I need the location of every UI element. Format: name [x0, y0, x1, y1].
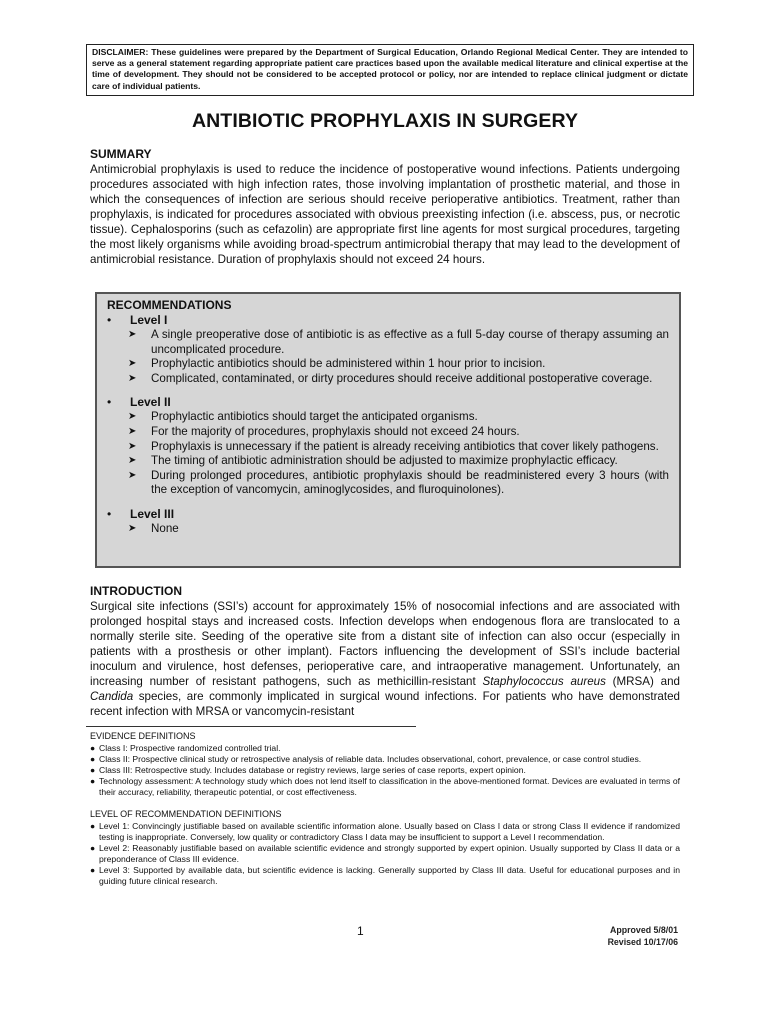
bullet-icon: ● [90, 754, 96, 764]
bullet-icon: ● [90, 776, 96, 786]
recommendation-item: ➤ A single preoperative dose of antibiotic is as effective as a full 5-day course of therapy assuming an uncomplicated procedure. [128, 328, 669, 356]
arrow-icon: ➤ [128, 455, 137, 467]
evidence-definitions-list [90, 743, 680, 798]
page-number: 1 [357, 924, 364, 938]
arrow-icon: ➤ [128, 372, 137, 384]
arrow-icon: ➤ [128, 329, 137, 340]
definition-item: ● Class II: Prospective clinical study or retrospective analysis of reliable data. Includes observational, cohort, prevalence, or case control studies. [90, 754, 642, 764]
level-3-block [107, 507, 669, 537]
summary-text: Antimicrobial prophylaxis is used to reduce the incidence of postoperative wound infections. Patients undergoing procedures associated with high infection rates, those involving implantation of prosthetic material, and those in which the consequences of infection are serious should receive perioperative antibiotics. Treatment, rather than prophylaxis, is indicated for procedures associated with obvious preexisting infection (i.e. abscess, pus, or necrotic tissue). Cephalosporins (such as cefazolin) are appropriate first line agents for most surgical procedures, targeting the most likely organisms while avoiding broad-spectrum antimicrobial therapy that may lead to the development of antimicrobial resistance. Duration of prophylaxis should not exceed 24 hours. [90, 163, 680, 266]
definition-item: ● Technology assessment: A technology study which does not lend itself to classification in the above-mentioned format. Devices are evaluated in terms of their accuracy, reliability, therapeutic potential, or cost effectiveness. [90, 776, 680, 797]
arrow-icon: ➤ [128, 522, 137, 534]
footnote-divider [86, 726, 416, 727]
recommendation-item: ➤ None [128, 521, 179, 535]
arrow-icon: ➤ [128, 440, 137, 452]
recommendation-item: ➤ During prolonged procedures, antibiotic prophylaxis should be readministered every 3 hours (with the exception of vancomycin, aminoglycosides, and fluroquinolones). [128, 468, 669, 497]
definition-item: ● Level 2: Reasonably justifiable based on available scientific evidence and strongly supported by expert opinion. Usually supported by Class II data or a preponderance of Class III evidence. [90, 843, 680, 864]
bullet-icon: ● [90, 865, 96, 875]
organism-name: Candida [90, 690, 134, 703]
level-1-block [107, 313, 669, 386]
approval-dates [608, 924, 678, 948]
recommendation-definitions-list [90, 821, 680, 887]
bullet-icon: • [107, 313, 112, 327]
definition-item: ● Class I: Prospective randomized controlled trial. [90, 743, 281, 753]
arrow-icon: ➤ [128, 358, 137, 370]
level-2-block [107, 395, 669, 498]
arrow-icon: ➤ [128, 411, 137, 423]
disclaimer-box: DISCLAIMER: These guidelines were prepared by the Department of Surgical Education, Orlando Regional Medical Center. They are intended to serve as a general statement regarding appropriate patient care practices based upon the available medical literature and clinical expertise at the time of development. They should not be considered to be accepted protocol or policy, nor are intended to replace clinical judgment or dictate care of individual patients. [86, 44, 694, 96]
bullet-icon: ● [90, 821, 96, 831]
bullet-icon: • [107, 506, 112, 521]
introduction-text: Surgical site infections (SSI’s) account for approximately 15% of nosocomial infections and are associated with prolonged hospital stays and increased costs. Infection develops when endogenous flora are translocated to a normally sterile site. Seeding of the operative site from a distant site of infection can also occur (especially in patients with a prosthesis or other implant). Factors influencing the development of SSI’s include bacterial inoculum and virulence, host defenses, perioperative care, and intraoperative management. Unfortunately, an increasing number of resistant pathogens, such as methicillin-resistant Staphylococcus aureus (MRSA) and Candida species, are commonly implicated in surgical wound infections. For patients who have demonstrated recent infection with MRSA or vancomycin-resistant [90, 600, 680, 718]
level-label: Level III [130, 506, 175, 521]
recommendation-item: ➤ For the majority of procedures, prophylaxis should not exceed 24 hours. [128, 424, 520, 438]
arrow-icon: ➤ [128, 425, 137, 437]
bullet-icon: ● [90, 843, 96, 853]
organism-name: Staphylococcus aureus [482, 675, 606, 688]
page-title: ANTIBIOTIC PROPHYLAXIS IN SURGERY [191, 110, 579, 132]
introduction-section [90, 584, 680, 720]
bullet-icon: ● [90, 765, 96, 775]
recommendation-item: ➤ The timing of antibiotic administration should be adjusted to maximize prophylactic efficacy. [128, 454, 618, 468]
definitions-section [90, 731, 680, 887]
recommendation-item: ➤ Complicated, contaminated, or dirty procedures should receive additional postoperative coverage. [128, 371, 653, 385]
definition-item: ● Level 3: Supported by available data, but scientific evidence is lacking. Generally supported by Class III data. Useful for educational purposes and in guiding future clinical research. [90, 865, 680, 886]
recommendation-item: ➤ Prophylaxis is unnecessary if the patient is already receiving antibiotics that cover likely pathogens. [128, 439, 659, 453]
bullet-icon: • [107, 395, 112, 410]
approved-date: Approved 5/8/01 [610, 925, 678, 935]
definition-item: ● Class III: Retrospective study. Includes database or registry reviews, large series of case reports, expert opinion. [90, 765, 526, 775]
revised-date: Revised 10/17/06 [607, 937, 678, 947]
recommendation-definitions-heading: LEVEL OF RECOMMENDATION DEFINITIONS [90, 809, 282, 819]
bullet-icon: ● [90, 743, 96, 753]
recommendations-box [95, 292, 681, 568]
definition-item: ● Level 1: Convincingly justifiable based on available scientific information alone. Usually based on Class I data or strong Class II evidence if randomized testing is inappropriate. Conversely, low quality or contradictory Class I data may be insufficient to support a Level I recommendation. [90, 821, 680, 842]
summary-heading: SUMMARY [90, 147, 152, 161]
introduction-heading: INTRODUCTION [90, 584, 182, 598]
level-label: Level II [130, 395, 171, 410]
recommendation-item: ➤ Prophylactic antibiotics should target the anticipated organisms. [128, 410, 478, 424]
summary-section [90, 147, 680, 267]
recommendations-heading: RECOMMENDATIONS [107, 298, 232, 312]
evidence-definitions-heading: EVIDENCE DEFINITIONS [90, 731, 196, 741]
level-label: Level I [130, 313, 168, 327]
arrow-icon: ➤ [128, 469, 137, 481]
recommendation-item: ➤ Prophylactic antibiotics should be administered within 1 hour prior to incision. [128, 357, 546, 371]
